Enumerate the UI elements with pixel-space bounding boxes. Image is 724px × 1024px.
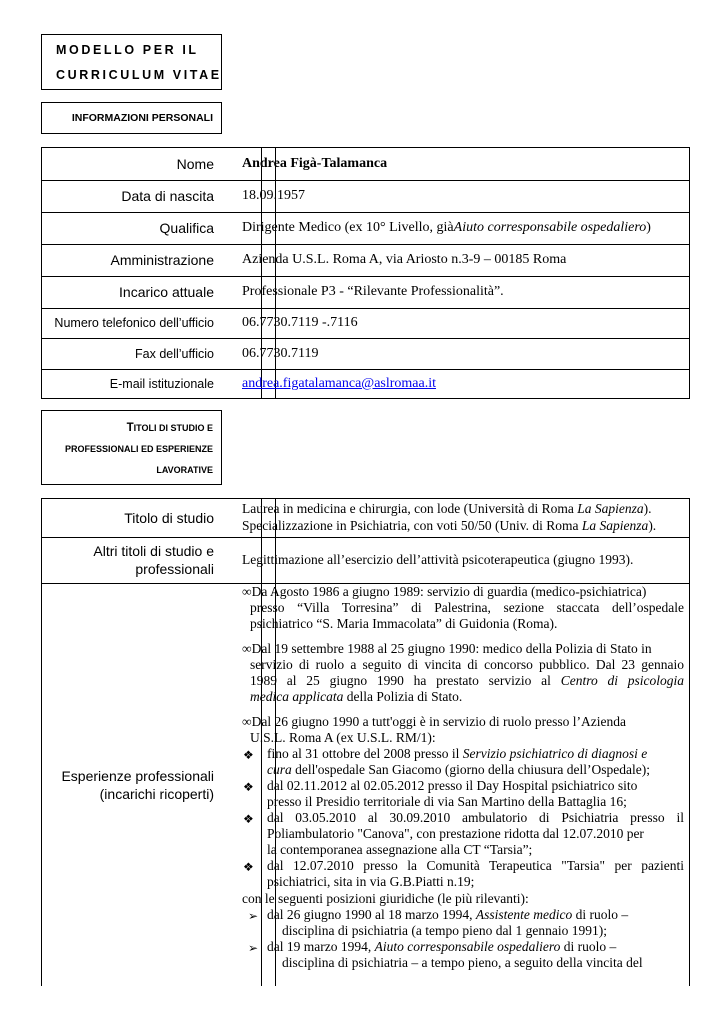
- value-qualifica: Dirigente Medico (ex 10° Livello, già Aiuto corresponsabile ospedaliero ): [242, 220, 651, 235]
- exp-b4-line1: dal 12.07.2010 presso la Comunità Terapeutica "Tarsia" per pazienti: [267, 858, 684, 873]
- section-studies-box: [41, 410, 222, 485]
- label-qualifica: Qualifica: [159, 220, 214, 236]
- studies-table: [41, 498, 690, 986]
- row-nome: [42, 148, 689, 181]
- diamond-bullet-icon: ❖: [243, 748, 254, 762]
- arrow-bullet-icon: ➢: [248, 941, 259, 955]
- label-esperienze: Esperienze professionali (incarichi ricoperti): [61, 768, 214, 802]
- exp-b1-line1: fino al 31 ottobre del 2008 presso il Servizio psichiatrico di diagnosi e: [267, 746, 648, 761]
- value-fax: 06.7730.7119: [242, 345, 319, 361]
- section-studies-line1: TITOLI DI STUDIO E: [126, 422, 213, 434]
- exp-b1-line2: cura dell'ospedale San Giacomo (giorno della chiusura dell’Ospedale);: [267, 762, 650, 777]
- cv-title-line2: CURRICULUM VITAE: [56, 68, 222, 82]
- cv-title-box: [41, 34, 222, 90]
- value-nome: Andrea Figà-Talamanca: [242, 156, 388, 171]
- exp-p2-line1: ∞Dal 19 settembre 1988 al 25 giugno 1990: medico della Polizia di Stato in: [242, 641, 652, 656]
- row-qualifica: [42, 212, 689, 245]
- arrow-bullet-icon: ➢: [248, 909, 259, 923]
- titolo-line1: Laurea in medicina e chirurgia, con lode (Università di Roma La Sapienza).: [242, 501, 652, 516]
- exp-p2-line3: 1989 al 25 giugno 1990 ha prestato servizio al Centro di psicologia: [250, 673, 685, 688]
- label-amministrazione: Amministrazione: [110, 252, 214, 268]
- label-nome: Nome: [176, 156, 214, 172]
- diamond-bullet-icon: ❖: [243, 780, 254, 794]
- row-incarico: [42, 276, 689, 309]
- label-telefono: Numero telefonico dell’ufficio: [54, 316, 214, 330]
- section-studies-line3: LAVORATIVE: [156, 465, 213, 475]
- value-amministrazione: Azienda U.S.L. Roma A, via Ariosto n.3-9 – 00185 Roma: [242, 252, 567, 267]
- exp-b4-line2: psichiatrici, sita in via G.B.Piatti n.19;: [267, 874, 475, 889]
- label-email: E-mail istituzionale: [109, 376, 214, 391]
- row-fax: [42, 338, 689, 370]
- titolo-line2: Specializzazione in Psichiatria, con voti 50/50 (Univ. di Roma La Sapienza).: [242, 518, 657, 533]
- value-telefono: 06.7730.7119 -.7116: [242, 315, 358, 330]
- row-data-nascita: [42, 180, 689, 213]
- section-personal-info-title: INFORMAZIONI PERSONALI: [71, 112, 213, 124]
- exp-a2-line1: dal 19 marzo 1994, Aiuto corresponsabile ospedaliero di ruolo –: [267, 939, 617, 954]
- label-altri-titoli: Altri titoli di studio e professionali: [93, 543, 214, 577]
- section-studies-line2: PROFESSIONALI ED ESPERIENZE: [64, 444, 213, 454]
- exp-b3-line3: la contemporanea assegnazione alla CT “Tarsia”;: [267, 842, 533, 857]
- label-fax: Fax dell’ufficio: [135, 346, 214, 361]
- exp-p1-line1: ∞Da Agosto 1986 a giugno 1989: servizio di guardia (medico-psichiatrica): [242, 584, 647, 599]
- exp-p1-line3: psichiatrico “S. Maria Immacolata” di Guidonia (Roma).: [250, 616, 558, 631]
- exp-p2-line4: medica applicata della Polizia di Stato.: [250, 689, 463, 704]
- personal-info-table: [41, 147, 690, 399]
- exp-p2-line2: servizio di ruolo a seguito di vincita di concorso pubblico. Dal 23 gennaio: [250, 657, 684, 672]
- exp-b2-line2: presso il Presidio territoriale di via San Martino della Battaglia 16;: [267, 794, 627, 809]
- row-esperienze: [42, 583, 689, 987]
- label-data-nascita: Data di nascita: [121, 188, 214, 204]
- exp-b3-line2: Poliambulatorio "Canova", con prestazione ridotta dal 12.07.2010 per: [267, 826, 644, 841]
- diamond-bullet-icon: ❖: [243, 860, 254, 874]
- cv-title-line1: MODELLO PER IL: [56, 43, 199, 57]
- exp-a1-line2: disciplina di psichiatria (a tempo pieno dal 1 gennaio 1991);: [282, 923, 608, 938]
- exp-a2-line2: disciplina di psichiatria – a tempo pieno, a seguito della vincita del: [282, 955, 643, 970]
- label-incarico: Incarico attuale: [119, 284, 214, 300]
- row-telefono: [42, 308, 689, 339]
- exp-p1-line2: presso “Villa Torresina” di Palestrina, sezione staccata dell’ospedale: [250, 600, 684, 615]
- exp-a1-line1: dal 26 giugno 1990 al 18 marzo 1994, Assistente medico di ruolo –: [267, 907, 629, 922]
- email-link[interactable]: andrea.figatalamanca@aslromaa.it: [242, 375, 437, 391]
- row-titolo-studio: [42, 499, 689, 538]
- exp-p4: con le seguenti posizioni giuridiche (le più rilevanti):: [242, 891, 529, 906]
- row-email: [42, 369, 689, 398]
- row-amministrazione: [42, 244, 689, 277]
- diamond-bullet-icon: ❖: [243, 812, 254, 826]
- exp-p3-line1: ∞Dal 26 giugno 1990 a tutt'oggi è in servizio di ruolo presso l’Azienda: [242, 714, 626, 729]
- exp-p3-line2: U.S.L. Roma A (ex U.S.L. RM/1):: [250, 730, 436, 745]
- row-altri-titoli: [42, 537, 689, 584]
- value-data-nascita: 18.09.1957: [242, 188, 305, 203]
- exp-b3-line1: dal 03.05.2010 al 30.09.2010 ambulatorio di Psichiatria presso il: [267, 810, 684, 825]
- label-titolo-studio: Titolo di studio: [124, 510, 214, 526]
- exp-b2-line1: dal 02.11.2012 al 02.05.2012 presso il Day Hospital psichiatrico sito: [267, 778, 638, 793]
- value-altri-titoli: Legittimazione all’esercizio dell’attività psicoterapeutica (giugno 1993).: [242, 552, 634, 567]
- value-incarico: Professionale P3 - “Rilevante Professionalità”.: [242, 284, 504, 299]
- section-personal-info-box: [41, 102, 222, 134]
